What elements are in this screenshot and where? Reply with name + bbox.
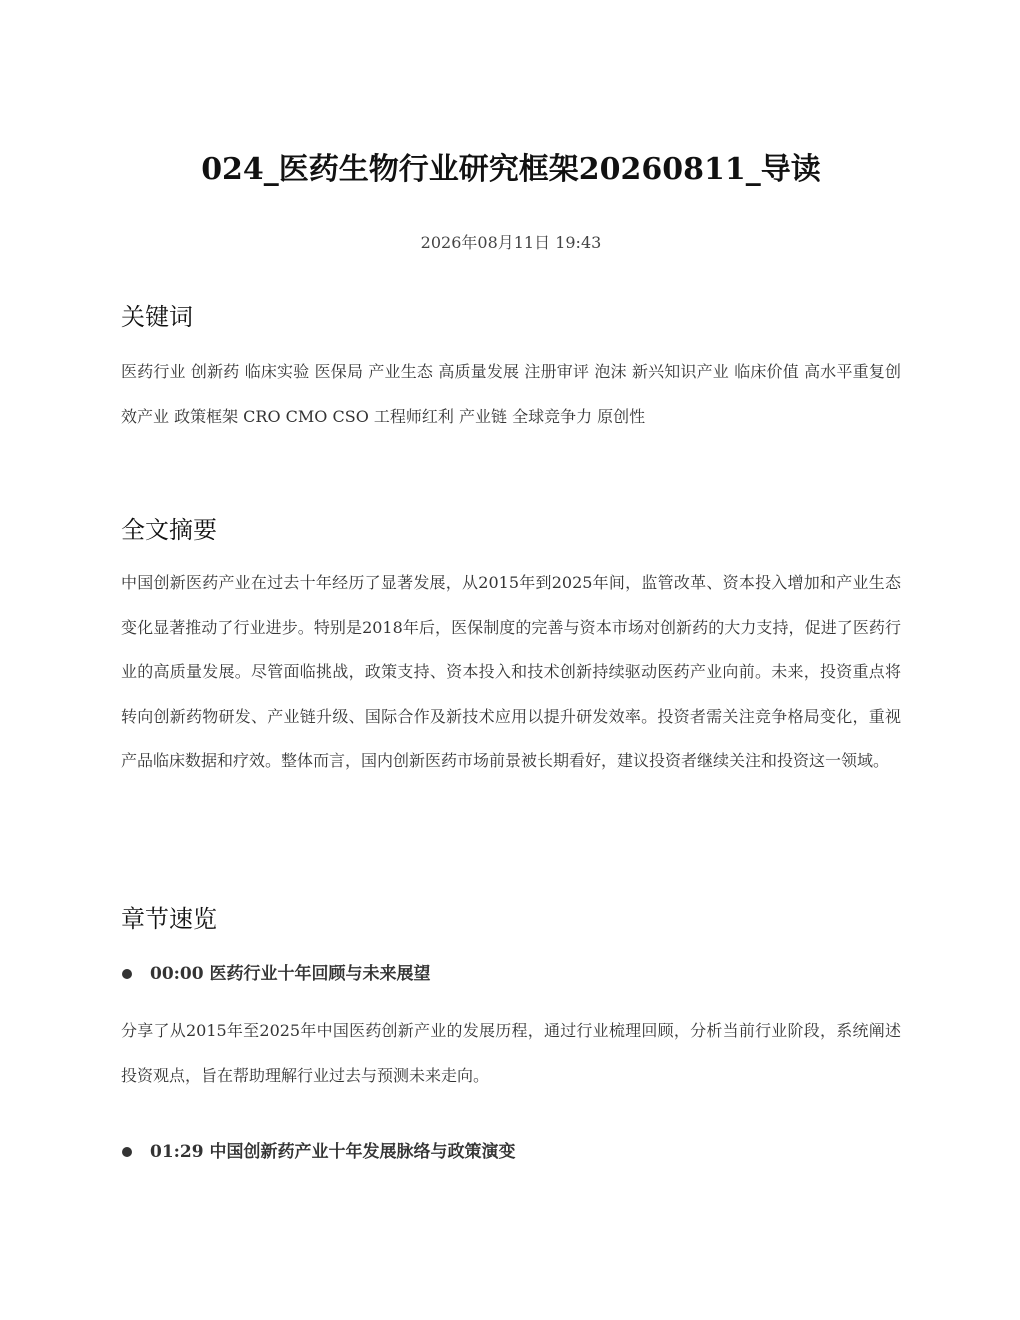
keywords-heading: 关键词 — [121, 303, 193, 331]
bullet-icon — [122, 1147, 132, 1157]
keywords-text: 医药行业 创新药 临床实验 医保局 产业生态 高质量发展 注册审评 泡沫 新兴知识产业 临床价值 高水平重复创效产业 政策框架 CRO CMO CSO 工程师红利 产业链 全球竞争力 原创性 — [121, 362, 901, 426]
chapter-timestamp[interactable]: 01:29 — [150, 1142, 204, 1162]
chapter-title: 中国创新药产业十年发展脉络与政策演变 — [209, 1142, 516, 1162]
chapter-description: 分享了从2015年至2025年中国医药创新产业的发展历程，通过行业梳理回顾，分析当前行业阶段，系统阐述投资观点，旨在帮助理解行业过去与预测未来走向。 — [121, 1021, 901, 1085]
summary-heading: 全文摘要 — [121, 516, 217, 544]
bullet-icon — [122, 969, 132, 979]
document-date: 2026年08月11日 19:43 — [420, 233, 602, 252]
document-title: 024_医药生物行业研究框架20260811_导读 — [201, 152, 821, 187]
chapter-timestamp[interactable]: 00:00 — [150, 964, 204, 984]
summary-text: 中国创新医药产业在过去十年经历了显著发展，从2015年到2025年间，监管改革、资本投入增加和产业生态变化显著推动了行业进步。特别是2018年后，医保制度的完善与资本市场对创新药的大力支持，促进了医药行业的高质量发展。尽管面临挑战，政策支持、资本投入和技术创新持续驱动医药产业向前。未来，投资重点将转向创新药物研发、产业链升级、国际合作及新技术应用以提升研发效率。投资者需关注竞争格局变化，重视产品临床数据和疗效。整体而言，国内创新医药市场前景被长期看好，建议投资者继续关注和投资这一领域。 — [121, 573, 901, 770]
chapter-header[interactable] — [121, 961, 901, 987]
chapter-header[interactable] — [121, 1139, 901, 1165]
chapter-item — [121, 1139, 901, 1165]
chapters-heading: 章节速览 — [121, 905, 217, 933]
chapter-title: 医药行业十年回顾与未来展望 — [209, 964, 431, 984]
chapter-item — [121, 961, 901, 1098]
